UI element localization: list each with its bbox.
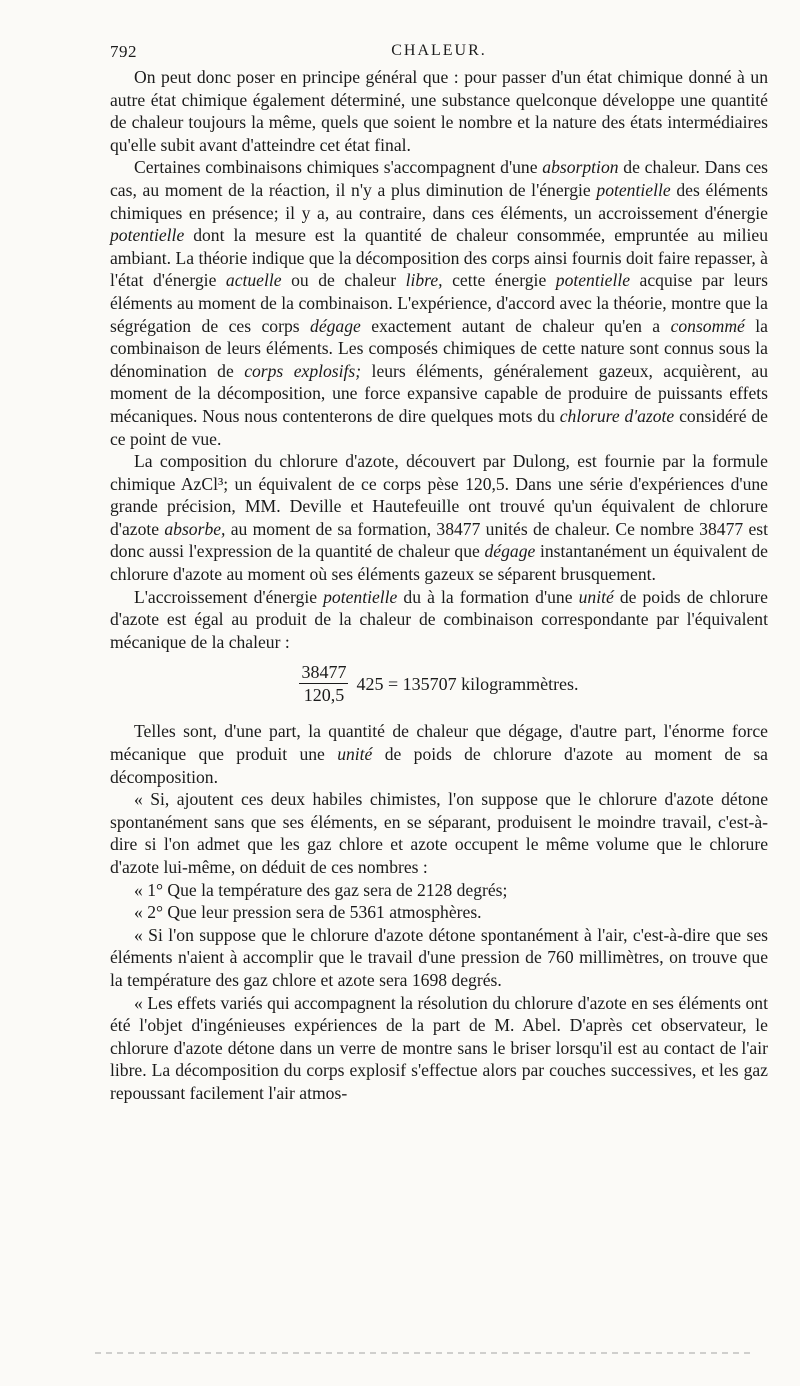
text-run: instantanément un équivalent de chlorure d'azote au moment où ses éléments gazeux se séparent brusquement. [110, 541, 768, 585]
paragraph-citation-intro: « Si, ajoutent ces deux habiles chimistes, l'on suppose que le chlorure d'azote détone spontanément sans que ses éléments, en se séparant, produisent le moindre travail, c'est-à-dire si l'on admet que les gaz chlore et azote occupent le même volume que le chlorure d'azote lui-même, on déduit de ces nombres : [110, 789, 768, 877]
italic-run: potentielle [110, 225, 185, 246]
paragraph-citation-air: « Si l'on suppose que le chlorure d'azote détone spontanément à l'air, c'est-à-dire que ses éléments n'aient à accomplir que le travail d'une pression de 760 millimètres, on trouve que la température des gaz chlore et azote sera 1698 degrés. [110, 924, 768, 990]
italic-run: corps explosifs; [244, 360, 362, 381]
equation-result: 425 = 135707 kilogrammètres. [356, 673, 579, 694]
italic-run: unité [337, 744, 373, 765]
italic-run: absorption [542, 157, 619, 178]
text-run: du à la formation d'une [397, 586, 579, 607]
text-run: acquise par leurs éléments au moment de la combinaison. L'expérience, d'accord avec la théorie, montre que la ségrégation de ces corps [110, 270, 768, 336]
text-run: la combinaison de leurs éléments. Les composés chimiques de cette nature sont connus sous la dénomination de [110, 315, 768, 381]
italic-run: potentielle [596, 179, 671, 200]
text-run: au moment de sa formation, 38477 unités de chaleur. Ce nombre 38477 est donc aussi l'expression de la quantité de chaleur que [110, 518, 768, 562]
page-number: 792 [110, 42, 137, 61]
text-run: considéré de ce point de vue. [110, 405, 768, 449]
text-run: des éléments chimiques en présence; il y a, au contraire, dans ces éléments, un accroissement d'énergie [110, 179, 769, 223]
paragraph-citation-pression: « 2° Que leur pression sera de 5361 atmosphères. [134, 902, 482, 923]
paragraph-absorption [110, 156, 768, 450]
italic-run: potentielle [323, 586, 398, 607]
text-run: cette énergie [442, 270, 556, 291]
text-run: Certaines combinaisons chimiques s'accompagnent d'une [134, 157, 543, 178]
paragraph-telles-sont [110, 720, 768, 788]
italic-run: actuelle [225, 270, 282, 291]
text-run: La composition du chlorure d'azote, découvert par Dulong, est fournie par la formule chimique AzCl³; un équivalent de ce corps pèse 120,5. Dans une série d'expériences d'une grande précision, MM. Deville et Hautefeuille ont trouvé qu'un équivalent de chlorure d'azote [110, 451, 768, 539]
text-run: de chaleur. Dans ces cas, au moment de la réaction, il n'y a plus diminution de l'énergie [110, 157, 768, 200]
paragraph-energie-potentielle [110, 586, 768, 654]
italic-run: consommé [670, 315, 745, 336]
text-run: leurs éléments, généralement gazeux, acquièrent, au moment de la décomposition, une force expansive capable de produire de puissants effets mécaniques. Nous nous contenterons de dire quelques mots du [110, 360, 768, 426]
fraction-denominator: 120,5 [303, 685, 345, 706]
text-run: Telles sont, d'une part, la quantité de chaleur que dégage, d'autre part, l'énorme force mécanique que produit une [110, 721, 768, 765]
bottom-scan-artifact [95, 1352, 750, 1354]
fraction [299, 661, 348, 706]
text-run: de poids de chlorure d'azote au moment de sa décomposition. [110, 744, 768, 787]
paragraph-citation-abel: « Les effets variés qui accompagnent la résolution du chlorure d'azote en ses éléments ont été l'objet d'ingénieuses expériences de la part de M. Abel. D'après cet observateur, le chlorure d'azote détone dans un verre de montre sans le briser lorsqu'il est au contact de l'air libre. La décomposition du corps explosif s'effectue alors par couches successives, et les gaz repoussant facilement l'air atmos- [110, 992, 768, 1103]
italic-run: unité [578, 586, 614, 607]
italic-run: libre, [405, 270, 443, 291]
paragraph-chlorure-composition [110, 450, 768, 586]
italic-run: potentielle [555, 270, 631, 291]
italic-run: chlorure d'azote [559, 405, 675, 426]
text-run: de poids de chlorure d'azote est égal au produit de la chaleur de combinaison correspondante par l'équivalent mécanique de la chaleur : [110, 586, 768, 652]
text-run: L'accroissement d'énergie [134, 586, 324, 607]
text-run: ou de chaleur [281, 270, 406, 291]
fraction-numerator: 38477 [301, 662, 347, 683]
text-run: dont la mesure est la quantité de chaleur consommée, empruntée au milieu ambiant. La théorie indique que la décomposition des corps ainsi fournis doit faire repasser, à l'état d'énergie [110, 225, 768, 291]
italic-run: dégage [484, 541, 536, 562]
book-page [110, 40, 768, 1105]
paragraph-principle: On peut donc poser en principe général que : pour passer d'un état chimique donné à un autre état chimique également déterminé, une substance quelconque développe une quantité de chaleur toujours la même, quels que soient le nombre et la nature des états intermédiaires qu'elle subit avant d'atteindre cet état final. [110, 67, 768, 155]
equation [110, 661, 768, 706]
running-head: CHALEUR. [391, 42, 487, 59]
paragraph-citation-temperature: « 1° Que la température des gaz sera de 2128 degrés; [134, 879, 508, 900]
italic-run: dégage [310, 315, 361, 336]
page-header [110, 40, 768, 66]
body-text [110, 66, 768, 1105]
italic-run: absorbe, [164, 518, 226, 539]
text-run: exactement autant de chaleur qu'en a [360, 315, 671, 336]
